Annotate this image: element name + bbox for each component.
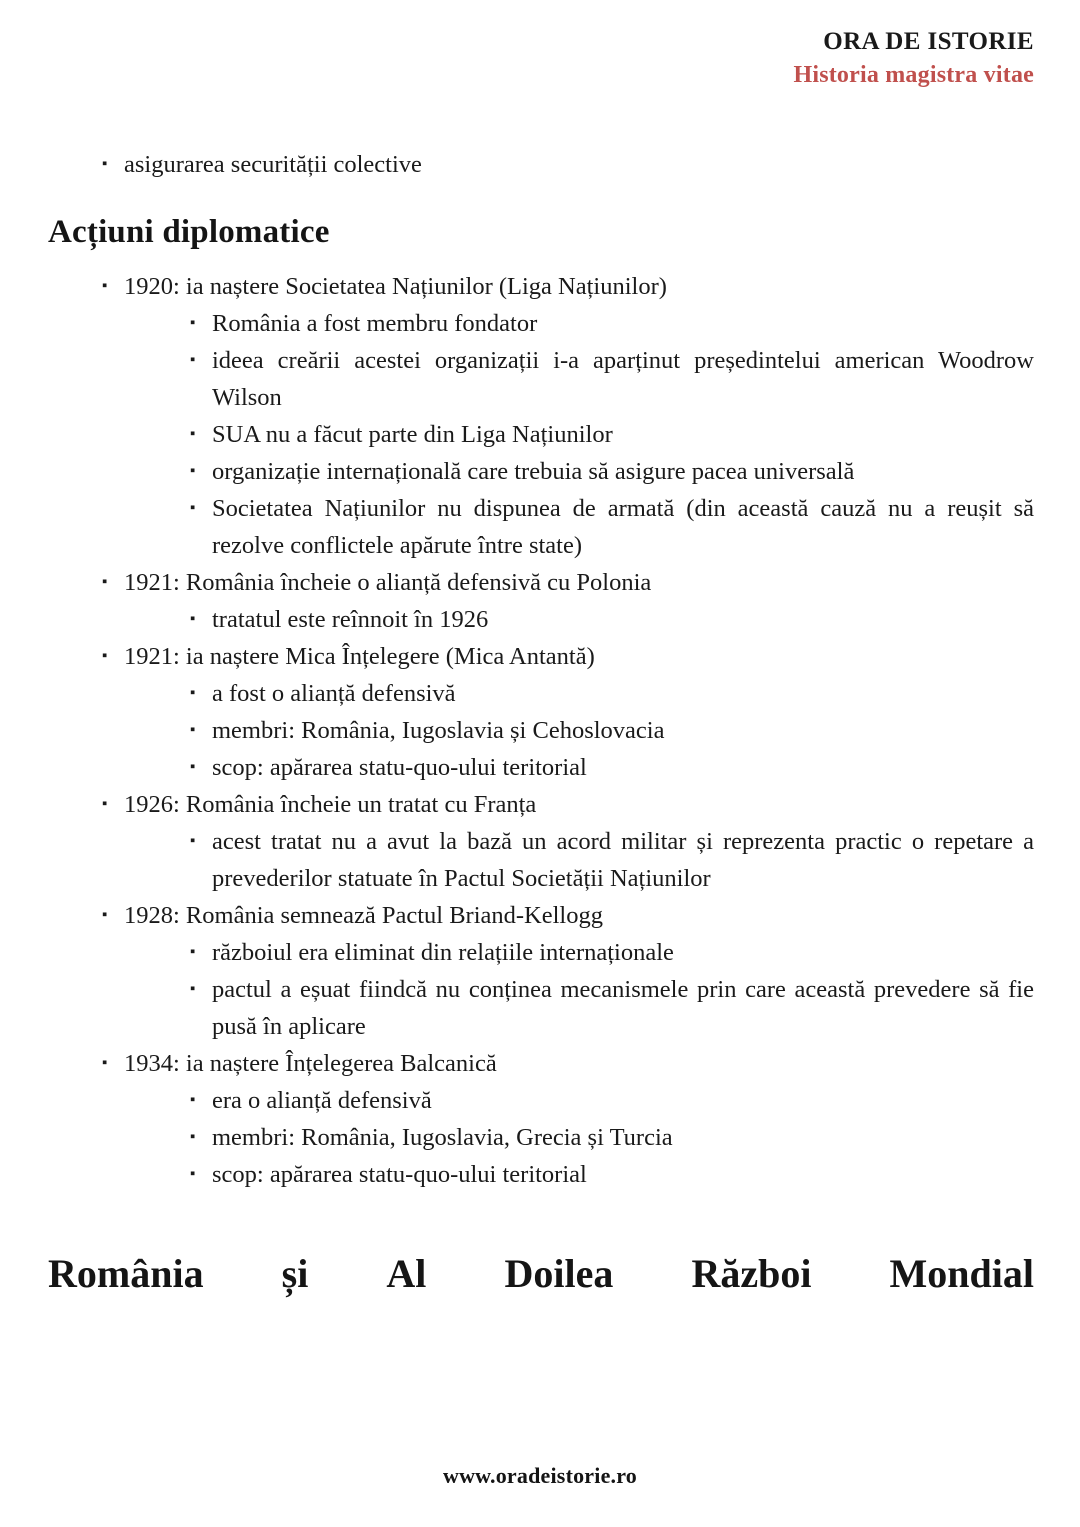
list-item (190, 712, 1034, 749)
square-bullet-icon: ▪ (190, 944, 196, 961)
list-item (190, 453, 1034, 490)
list-item-label: organizație internațională care trebuia să asigure pacea universală (212, 458, 855, 486)
document-content (48, 146, 1034, 1349)
sub-list (124, 823, 1034, 897)
square-bullet-icon: ▪ (190, 1092, 196, 1109)
list-item-label: asigurarea securității colective (124, 151, 422, 178)
square-bullet-icon: ▪ (102, 278, 108, 295)
list-item-label: scop: apărarea statu-quo-ului teritorial (212, 1161, 587, 1189)
square-bullet-icon: ▪ (190, 685, 196, 702)
sub-list (124, 601, 1034, 638)
list-item (190, 971, 1034, 1045)
list-item-label: 1921: ia naștere Mica Înțelegere (Mica Antantă) (124, 643, 595, 671)
list-item-label: scop: apărarea statu-quo-ului teritorial (212, 754, 587, 782)
square-bullet-icon: ▪ (190, 315, 196, 332)
intro-list (48, 146, 1034, 183)
list-item-label: ideea creării acestei organizații i-a aparținut președintelui american Woodrow Wilson (212, 347, 1034, 412)
sub-list (124, 675, 1034, 786)
list-item (102, 786, 1034, 897)
list-item (102, 1045, 1034, 1193)
list-item-label: SUA nu a făcut parte din Liga Națiunilor (212, 421, 613, 449)
square-bullet-icon: ▪ (190, 981, 196, 998)
square-bullet-icon: ▪ (102, 648, 108, 665)
list-item (190, 305, 1034, 342)
chapter-title-word: Mondial (889, 1251, 1035, 1297)
list-item-label: acest tratat nu a avut la bază un acord militar și reprezenta practic o repetare a prevederilor statuate în Pactul Societății Națiunilor (212, 828, 1034, 893)
square-bullet-icon: ▪ (102, 574, 108, 591)
sub-list (124, 934, 1034, 1045)
square-bullet-icon: ▪ (102, 156, 108, 172)
list-item-label: era o alianță defensivă (212, 1087, 432, 1115)
square-bullet-icon: ▪ (102, 907, 108, 924)
list-item-label: 1920: ia naștere Societatea Națiunilor (Liga Națiunilor) (124, 273, 667, 301)
square-bullet-icon: ▪ (190, 463, 196, 480)
page-header (793, 26, 1034, 91)
square-bullet-icon: ▪ (190, 1129, 196, 1146)
square-bullet-icon: ▪ (102, 1055, 108, 1072)
list-item (190, 490, 1034, 564)
list-item-label: 1934: ia naștere Înțelegerea Balcanică (124, 1050, 497, 1078)
list-item-label: Societatea Națiunilor nu dispunea de armată (din această cauză nu a reușit să rezolve conflictele apărute între state) (212, 495, 1034, 560)
chapter-title-word: Al (386, 1251, 427, 1297)
list-item (190, 675, 1034, 712)
list-item-label: membri: România, Iugoslavia și Cehoslovacia (212, 717, 665, 745)
list-item (102, 897, 1034, 1045)
footer-url: www.oradeistorie.ro (442, 1463, 638, 1488)
list-item-label: războiul era eliminat din relațiile internaționale (212, 939, 674, 967)
square-bullet-icon: ▪ (190, 833, 196, 850)
site-title: ORA DE ISTORIE (823, 28, 1034, 55)
list-item (102, 146, 1034, 183)
square-bullet-icon: ▪ (190, 722, 196, 739)
list-item (190, 823, 1034, 897)
list-item (190, 601, 1034, 638)
list-item (190, 934, 1034, 971)
chapter-title (48, 1249, 1034, 1349)
list-item (190, 416, 1034, 453)
list-item (190, 749, 1034, 786)
list-item-label: tratatul este reînnoit în 1926 (212, 606, 489, 634)
square-bullet-icon: ▪ (190, 426, 196, 443)
chapter-title-word: Război (691, 1251, 812, 1297)
diplomatic-actions-list (48, 268, 1034, 1193)
list-item (190, 342, 1034, 416)
square-bullet-icon: ▪ (190, 611, 196, 628)
list-item (102, 268, 1034, 564)
list-item (190, 1119, 1034, 1156)
list-item-label: 1921: România încheie o alianță defensivă cu Polonia (124, 569, 652, 597)
list-item (190, 1082, 1034, 1119)
chapter-title-word: România (48, 1251, 204, 1297)
site-motto: Historia magistra vitae (793, 62, 1034, 88)
section-heading: Acțiuni diplomatice (48, 214, 330, 250)
square-bullet-icon: ▪ (190, 759, 196, 776)
chapter-title-word: Doilea (504, 1251, 614, 1297)
sub-list (124, 1082, 1034, 1193)
sub-list (124, 305, 1034, 564)
list-item-label: membri: România, Iugoslavia, Grecia și Turcia (212, 1124, 673, 1152)
chapter-title-word: și (281, 1251, 309, 1297)
list-item-label: 1928: România semnează Pactul Briand-Kellogg (124, 902, 603, 930)
list-item (102, 638, 1034, 786)
list-item (190, 1156, 1034, 1193)
square-bullet-icon: ▪ (190, 352, 196, 369)
list-item-label: a fost o alianță defensivă (212, 680, 456, 708)
list-item (102, 564, 1034, 638)
square-bullet-icon: ▪ (102, 796, 108, 813)
square-bullet-icon: ▪ (190, 1166, 196, 1183)
list-item-label: 1926: România încheie un tratat cu Franța (124, 791, 537, 819)
list-item-label: România a fost membru fondator (212, 310, 538, 338)
list-item-label: pactul a eșuat fiindcă nu conținea mecanismele prin care această prevedere să fie pusă în aplicare (212, 976, 1034, 1041)
square-bullet-icon: ▪ (190, 500, 196, 517)
